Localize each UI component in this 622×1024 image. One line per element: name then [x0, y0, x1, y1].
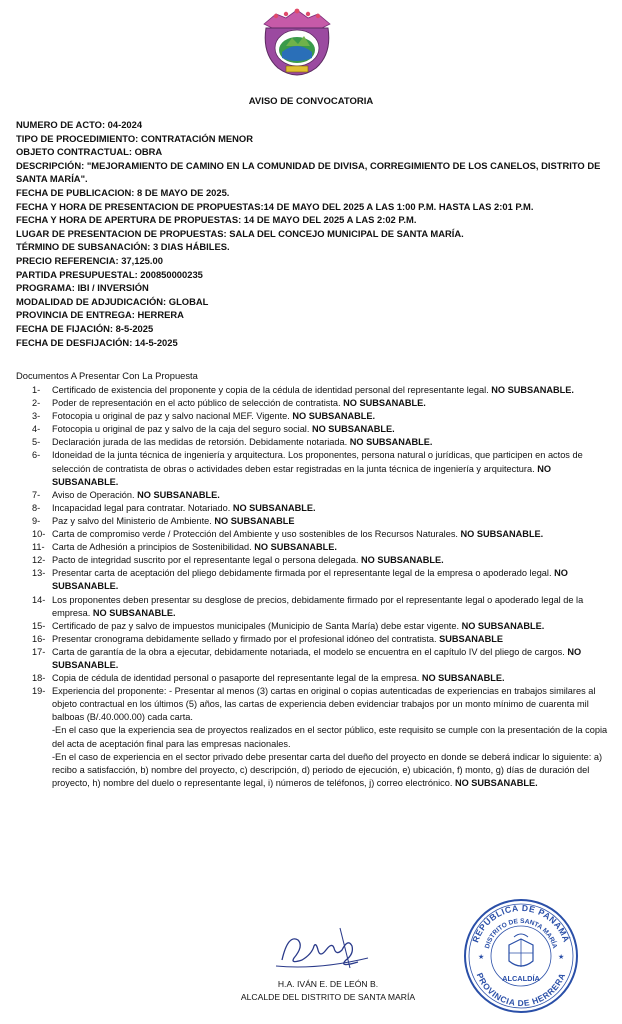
list-item: [32, 685, 608, 790]
item-text: [52, 620, 608, 633]
list-item: [32, 515, 608, 528]
seal-top-text: REPÚBLICA DE PANAMÁ: [470, 902, 572, 944]
delivery-province: PROVINCIA DE ENTREGA: HERRERA: [16, 309, 184, 321]
list-item: [32, 633, 608, 646]
requirement-status: NO SUBSANABLE.: [454, 777, 538, 788]
correction-term: TÉRMINO DE SUBSANACIÓN: 3 DIAS HÁBILES.: [16, 241, 230, 253]
item-text: [52, 515, 608, 528]
seal-bottom-text: PROVINCIA DE HERRERA: [474, 971, 568, 1009]
item-text: [52, 685, 608, 790]
requirement-text: Pacto de integridad suscrito por el representante legal o persona delegada.: [52, 555, 359, 566]
requirement-text: Copia de cédula de identidad personal o pasaporte del representante legal de la empresa.: [52, 673, 420, 684]
item-number: 14-: [32, 594, 46, 605]
list-item: [32, 594, 608, 620]
item-number: 18-: [32, 673, 46, 684]
act-number: NUMERO DE ACTO: 04-2024: [16, 119, 143, 130]
signatory-position: ALCALDE DEL DISTRITO DE SANTA MARÍA: [240, 991, 416, 1002]
item-text: [52, 633, 608, 646]
proposal-opening-time: FECHA Y HORA DE APERTURA DE PROPUESTAS: 14 DE MAYO DEL 2025 A LAS 2:02 P.M.: [16, 214, 417, 226]
item-number: 4-: [32, 424, 41, 435]
item-number: 1-: [32, 385, 41, 395]
item-text: [52, 646, 608, 672]
list-item: [32, 646, 608, 672]
item-text: [52, 410, 608, 423]
requirement-text: Fotocopia u original de paz y salvo nacional MEF. Vigente.: [52, 411, 290, 422]
page-title: AVISO DE CONVOCATORIA: [248, 96, 374, 107]
list-item: [32, 384, 608, 397]
procedure-type: TIPO DE PROCEDIMIENTO: CONTRATACIÓN MENOR: [16, 132, 253, 144]
item-text: [52, 397, 608, 410]
proposal-location: LUGAR DE PRESENTACION DE PROPUESTAS: SALA DEL CONCEJO MUNICIPAL DE SANTA MARÍA.: [16, 227, 464, 239]
signature-icon: [268, 920, 378, 976]
experience-requirement: Experiencia del proponente: - Presentar al menos (3) cartas en original o copias autenticadas de experiencias en trabajos similares al objeto contractual en los últimos (5) años, las cartas de experiencia deben evidenciar trabajos por un monto mínimo de cuarenta mil balboas (B/.40.000.00) cada carta.: [52, 686, 596, 723]
signatory-name: H.A. IVÁN E. DE LEÓN B.: [277, 979, 379, 989]
public-sector-note: -En el caso que la experiencia sea de proyectos realizados en el sector público, este requisito se cumple con la presentación de la copia del acta de aceptación final para las empresas nacionales.: [52, 725, 608, 749]
item-number: 5-: [32, 437, 41, 448]
item-number: 19-: [32, 686, 46, 697]
posting-date: FECHA DE FIJACIÓN: 8-5-2025: [16, 322, 154, 334]
announcement-details: [16, 118, 608, 349]
requirement-text: Poder de representación en el acto público de selección de contratista.: [52, 398, 341, 409]
private-sector-note: [52, 751, 608, 790]
requirement-text: Aviso de Operación.: [52, 489, 135, 500]
item-number: 3-: [32, 411, 41, 422]
program: PROGRAMA: IBI / INVERSIÓN: [16, 282, 149, 294]
requirement-text: Certificado de existencia del proponente y copia de la cédula de identidad personal del representante legal.: [52, 385, 489, 395]
list-item: [32, 449, 608, 488]
requirement-text: Carta de garantía de la obra a ejecutar, debidamente notariada, el modelo se encuentra en el capítulo IV del pliego de cargos.: [52, 646, 565, 657]
requirement-text: Carta de Adhesión a principios de Sostenibilidad.: [52, 542, 252, 553]
item-number: 16-: [32, 633, 46, 644]
item-number: 13-: [32, 568, 46, 579]
list-item: [32, 620, 608, 633]
reference-price: PRECIO REFERENCIA: 37,125.00: [16, 254, 163, 266]
requirement-status: NO SUBSANABLE.: [311, 424, 395, 435]
list-item: [32, 436, 608, 449]
list-item: [32, 554, 608, 567]
item-number: 9-: [32, 515, 41, 526]
seal-center-text: ALCALDÍA: [502, 974, 540, 983]
requirement-text: Los proponentes deben presentar su desglose de precios, debidamente firmado por el representante legal o apoderado legal de la empresa.: [52, 594, 584, 618]
publication-date: FECHA DE PUBLICACION: 8 DE MAYO DE 2025.: [16, 186, 230, 198]
item-text: [52, 502, 608, 515]
list-item: [32, 489, 608, 502]
item-number: 10-: [32, 529, 46, 540]
contract-object: OBJETO CONTRACTUAL: OBRA: [16, 146, 163, 158]
seal-inner-text: DISTRITO DE SANTA MARÍA: [483, 917, 559, 950]
requirement-status: NO SUBSANABLE.: [343, 398, 426, 409]
item-number: 12-: [32, 555, 46, 566]
requirement-text: Certificado de paz y salvo de impuestos municipales (Municipio de Santa María) debe estar vigente.: [52, 620, 460, 631]
list-item: [32, 672, 608, 685]
requirement-status: NO SUBSANABLE.: [491, 385, 574, 395]
removal-date: FECHA DE DESFIJACIÓN: 14-5-2025: [16, 336, 178, 348]
municipal-crest-icon: [256, 6, 338, 82]
requirement-status: NO SUBSANABLE.: [232, 502, 316, 513]
requirement-text: Carta de compromiso verde / Protección del Ambiente y uso sostenibles de los Recursos Naturales.: [52, 529, 458, 540]
item-number: 6-: [32, 450, 41, 461]
requirement-text: Presentar cronograma debidamente sellado y firmado por el profesional idóneo del contratista.: [52, 633, 437, 644]
requirement-status: NO SUBSANABLE.: [292, 411, 376, 422]
item-number: 11-: [32, 542, 45, 553]
list-item: [32, 541, 608, 554]
item-text: [52, 554, 608, 567]
item-text: [52, 384, 608, 397]
item-text: [52, 594, 608, 620]
requirement-status: NO SUBSANABLE.: [461, 620, 545, 631]
list-item: [32, 528, 608, 541]
item-text: [52, 489, 608, 502]
requirement-status: NO SUBSANABLE.: [137, 489, 220, 500]
list-item: [32, 567, 608, 593]
private-sector-text: -En el caso de experiencia en el sector privado debe presentar carta del dueño del proyecto en donde se deberá indicar lo siguiente: a) recibo a satisfacción, b) nombre del proyecto, c) descripción, d) periodo de ejecución, e) ubicación, f) monto, g) días de duración del proyecto, h) nombre del duelo o representante legal, i) números de teléfonos, j) correo electrónico.: [52, 751, 603, 788]
requirement-status: SUBSANABLE: [439, 633, 503, 644]
list-item: [32, 410, 608, 423]
item-text: [52, 528, 608, 541]
requirement-status: NO SUBSANABLE.: [92, 607, 176, 618]
item-number: 15-: [32, 620, 46, 631]
official-seal-icon: [462, 897, 580, 1015]
requirement-text: Incapacidad legal para contratar. Notariado.: [52, 502, 231, 513]
description: DESCRIPCIÓN: "MEJORAMIENTO DE CAMINO EN LA COMUNIDAD DE DIVISA, CORREGIMIENTO DE LOS CANELOS, DISTRITO DE SANTA MARÍA".: [16, 159, 601, 185]
documents-list: [32, 384, 608, 790]
item-number: 17-: [32, 646, 46, 657]
svg-text:★: ★: [558, 954, 565, 961]
requirement-status: NO SUBSANABLE: [214, 515, 295, 526]
requirement-text: Declaración jurada de las medidas de retorsión. Debidamente notariada.: [52, 437, 348, 448]
requirement-text: Fotocopia u original de paz y salvo de la caja del seguro social.: [52, 424, 310, 435]
item-text: [52, 672, 608, 685]
requirement-status: NO SUBSANABLE.: [254, 542, 337, 553]
list-item: [32, 502, 608, 515]
requirement-status: NO SUBSANABLE.: [52, 463, 551, 487]
requirement-status: NO SUBSANABLE.: [52, 568, 568, 592]
item-number: 2-: [32, 398, 41, 409]
requirement-text: Idoneidad de la junta técnica de ingeniería y arquitectura. Los proponentes, persona natural o jurídicas, que participen en actos de selección de contratista de obras o actividades deben estar registradas en la junta técnica de ingeniería y arquitectura.: [52, 450, 583, 474]
item-number: 8-: [32, 502, 41, 513]
svg-text:★: ★: [478, 954, 485, 961]
requirement-status: NO SUBSANABLE.: [52, 646, 582, 670]
item-text: [52, 423, 608, 436]
requirement-status: NO SUBSANABLE.: [349, 437, 433, 448]
documents-heading: Documentos A Presentar Con La Propuesta: [16, 370, 198, 381]
requirement-status: NO SUBSANABLE.: [361, 555, 444, 566]
requirement-text: Presentar carta de aceptación del pliego debidamente firmada por el representante legal de la empresa o apoderado legal.: [52, 568, 552, 579]
proposal-submission-time: FECHA Y HORA DE PRESENTACION DE PROPUESTAS:14 DE MAYO DEL 2025 A LAS 1:00 P.M. HASTA LAS 2:01 P.M.: [16, 200, 534, 212]
item-text: [52, 567, 608, 593]
item-text: [52, 541, 608, 554]
signatory: [208, 978, 448, 1003]
item-text: [52, 436, 608, 449]
award-modality: MODALIDAD DE ADJUDICACIÓN: GLOBAL: [16, 295, 209, 307]
requirement-text: Paz y salvo del Ministerio de Ambiente.: [52, 515, 212, 526]
list-item: [32, 397, 608, 410]
item-number: 7-: [32, 489, 41, 500]
budget-item: PARTIDA PRESUPUESTAL: 200850000235: [16, 268, 203, 280]
item-text: [52, 449, 608, 488]
requirement-status: NO SUBSANABLE.: [421, 673, 505, 684]
requirement-status: NO SUBSANABLE.: [460, 529, 544, 540]
list-item: [32, 423, 608, 436]
